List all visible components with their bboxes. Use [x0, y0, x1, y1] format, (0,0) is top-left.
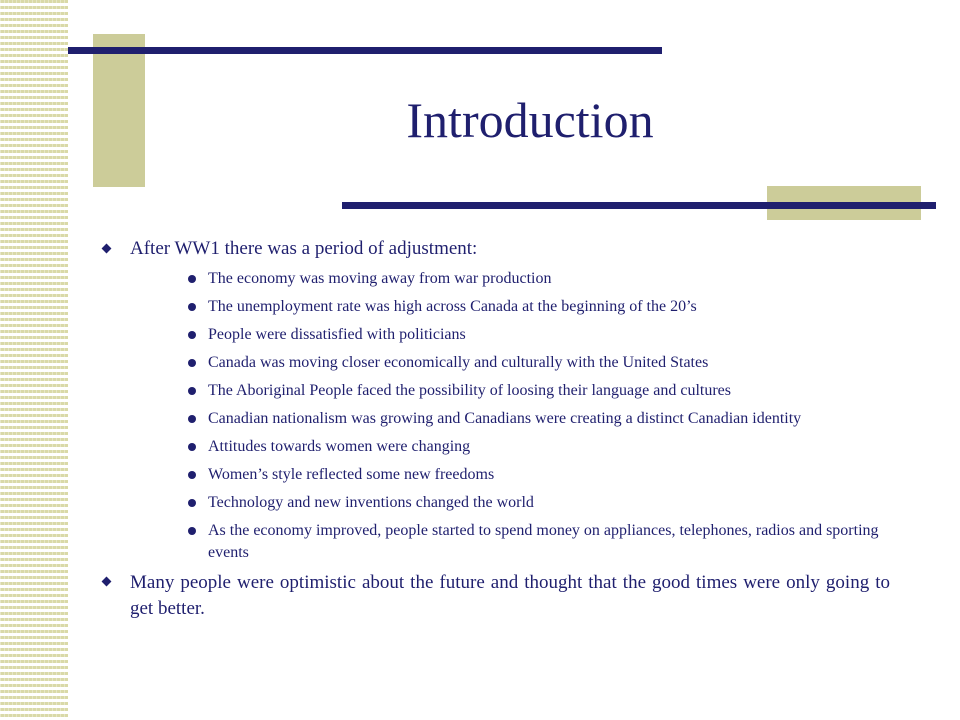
sub-bullet [100, 352, 890, 374]
round-bullet-icon [188, 275, 196, 283]
decorative-line-top [68, 47, 662, 54]
sub-bullet-text: Attitudes towards women were changing [208, 438, 471, 455]
decorative-stripe-bar [0, 0, 68, 720]
sub-bullet [100, 436, 890, 458]
sub-bullet-list [100, 268, 890, 564]
sub-bullet-text: Canada was moving closer economically and culturally with the United States [208, 354, 709, 371]
sub-bullet [100, 492, 890, 514]
bullet-level1 [100, 570, 890, 622]
round-bullet-icon [188, 359, 196, 367]
sub-bullet-text: As the economy improved, people started to spend money on appliances, telephones, radios and sporting events [208, 522, 879, 561]
sub-bullet-text: The Aboriginal People faced the possibility of loosing their language and cultures [208, 382, 731, 399]
sub-bullet [100, 324, 890, 346]
round-bullet-icon [188, 471, 196, 479]
slide-content [100, 237, 890, 622]
diamond-bullet-icon [102, 577, 112, 587]
sub-bullet-text: People were dissatisfied with politicians [208, 326, 466, 343]
sub-bullet-text: The economy was moving away from war production [208, 270, 552, 287]
round-bullet-icon [188, 415, 196, 423]
sub-bullet-text: The unemployment rate was high across Canada at the beginning of the 20’s [208, 298, 697, 315]
round-bullet-icon [188, 387, 196, 395]
sub-bullet [100, 520, 890, 564]
sub-bullet [100, 296, 890, 318]
diamond-bullet-icon [102, 244, 112, 254]
round-bullet-icon [188, 331, 196, 339]
sub-bullet [100, 464, 890, 486]
round-bullet-icon [188, 499, 196, 507]
bullet-text: Many people were optimistic about the future and thought that the good times were only going to get better. [130, 572, 890, 619]
bullet-level1 [100, 237, 890, 261]
sub-bullet [100, 380, 890, 402]
sub-bullet-text: Technology and new inventions changed the world [208, 494, 534, 511]
round-bullet-icon [188, 303, 196, 311]
sub-bullet-text: Canadian nationalism was growing and Canadians were creating a distinct Canadian identity [208, 410, 802, 427]
sub-bullet [100, 268, 890, 290]
sub-bullet [100, 408, 890, 430]
slide-title: Introduction [406, 92, 654, 148]
decorative-line-bottom [342, 202, 936, 209]
sub-bullet-text: Women’s style reflected some new freedoms [208, 466, 495, 483]
round-bullet-icon [188, 443, 196, 451]
round-bullet-icon [188, 527, 196, 535]
bullet-text: After WW1 there was a period of adjustment: [130, 238, 478, 259]
